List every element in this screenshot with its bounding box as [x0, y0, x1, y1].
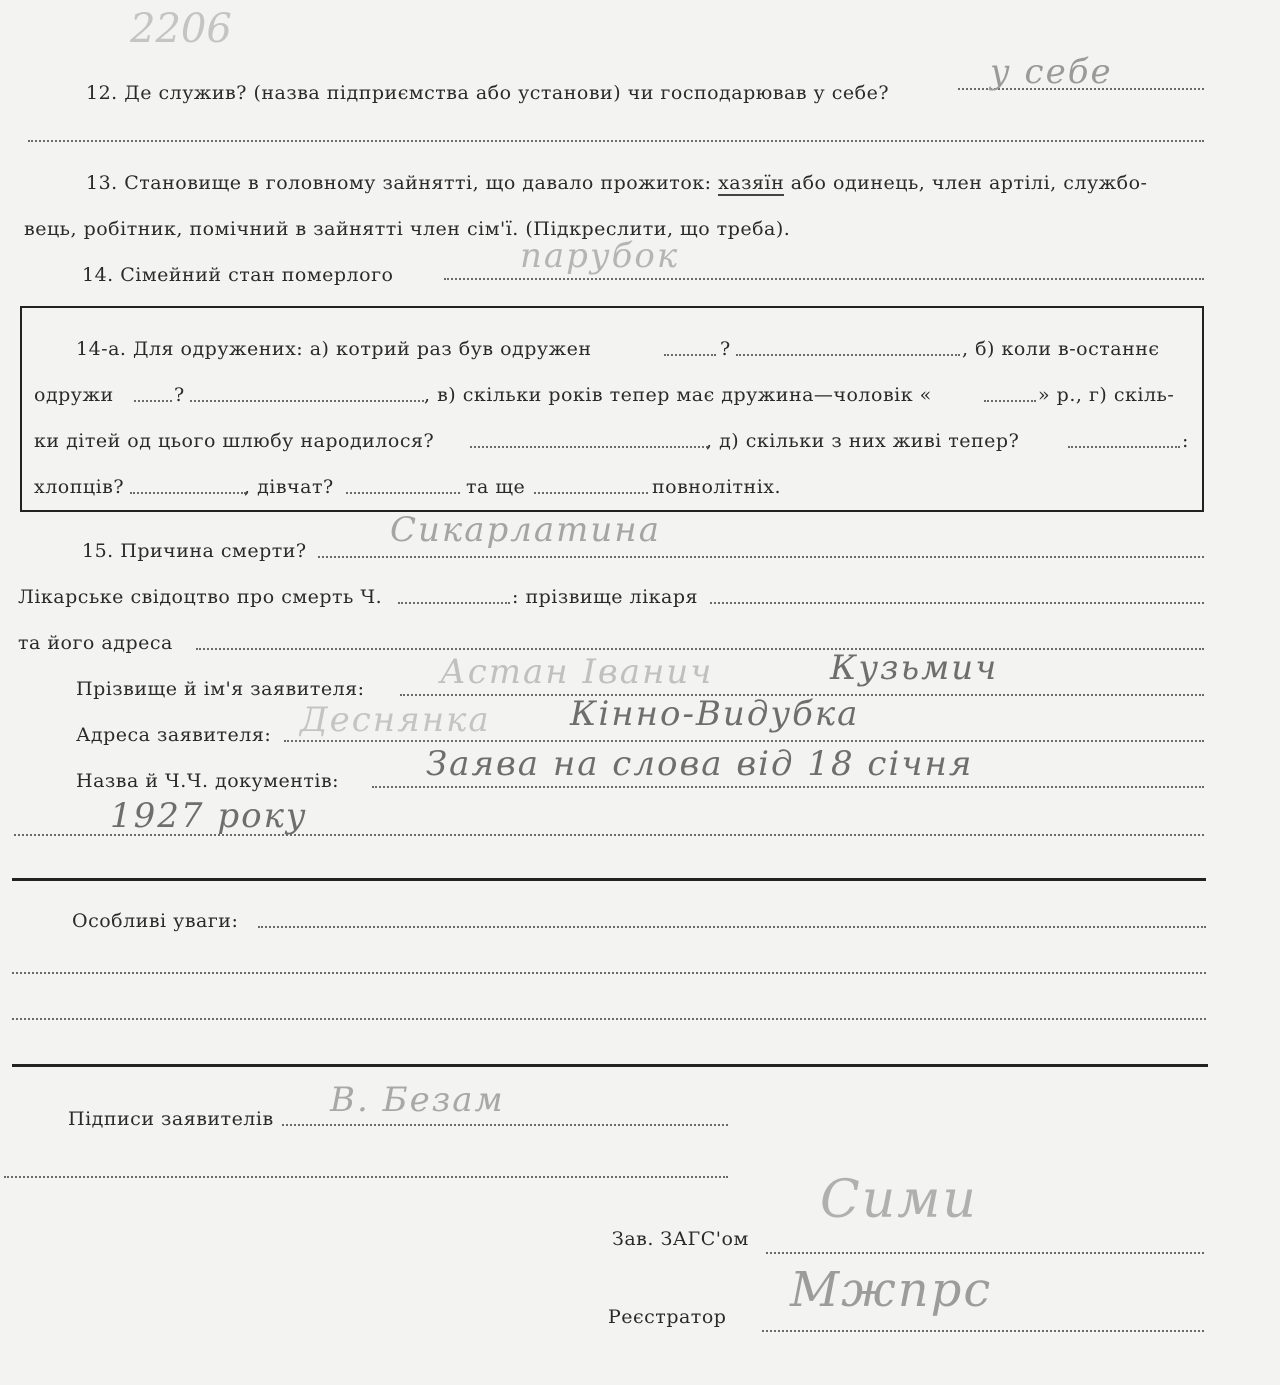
special-notes-line3 [12, 1018, 1206, 1020]
q13-line2: вець, робітник, помічний в зайнятті член сім'ї. (Підкреслити, що треба). [24, 218, 791, 240]
documents-answer-line1: Заява на слова від 18 січня [426, 744, 974, 784]
q14a-line2-dots1 [134, 400, 172, 402]
q14a-line1-c: , б) коли в-останнє [962, 338, 1160, 360]
q12-label: 12. Де служив? (назва підприємства або установи) чи господарював у себе? [86, 82, 890, 104]
q14a-line2-b: ? [174, 384, 185, 406]
certificate-number-line [398, 602, 510, 604]
certificate-label: Лікарське свідоцтво про смерть Ч. [18, 586, 383, 608]
applicant-name-answer-b: Кузьмич [830, 648, 999, 688]
q14a-line3-c: : [1182, 430, 1189, 452]
q14a-line2-a: одружи [34, 384, 114, 406]
q13-underlined-option: хазяїн [718, 172, 785, 194]
q14a-line3-b: , д) скільки з них живі тепер? [706, 430, 1020, 452]
q14a-line4-dots1 [130, 492, 246, 494]
q13-line1-post: або одинець, член артілі, службо- [790, 172, 1148, 194]
documents-line1 [372, 786, 1204, 788]
documents-label: Назва й Ч.Ч. документів: [76, 770, 340, 792]
signatures-line2 [4, 1176, 728, 1178]
q14a-line4-b: , дівчат? [244, 476, 334, 498]
q14a-line2-c: , в) скільки років тепер має дружина—чоловік « [424, 384, 932, 406]
special-notes-line2 [12, 972, 1206, 974]
pencil-note: 2206 [130, 6, 232, 52]
zags-head-label: Зав. ЗАГС'ом [612, 1228, 749, 1250]
q14a-line3-a: ки дітей од цього шлюбу народилося? [34, 430, 435, 452]
special-notes-label: Особливі уваги: [72, 910, 239, 932]
q15-answer-line [318, 556, 1204, 558]
applicant-address-label: Адреса заявителя: [76, 724, 272, 746]
q15-answer: Сикарлатина [390, 510, 661, 550]
q14a-line2-d: » р., г) скіль- [1038, 384, 1175, 406]
q14a-line2-dots2 [190, 400, 424, 402]
doctor-name-line [710, 602, 1204, 604]
registrar-label: Реєстратор [608, 1306, 727, 1328]
q14a-line4-a: хлопців? [34, 476, 125, 498]
q15-label: 15. Причина смерти? [82, 540, 307, 562]
registrar-signature: Мжпрс [790, 1262, 993, 1318]
special-notes-line1 [258, 926, 1206, 928]
q12-continuation-line [28, 140, 1204, 142]
zags-head-line [766, 1252, 1204, 1254]
q14a-line4-d: повнолітніх. [652, 476, 782, 498]
applicant-name-answer-a: Астан Іванич [440, 652, 714, 692]
section-divider-1 [12, 878, 1206, 881]
applicant-address-answer-b: Кінно-Видубка [570, 694, 860, 734]
q12-answer: у себе [990, 52, 1113, 92]
q14a-line1-a: 14-а. Для одружених: а) котрий раз був одружен [76, 338, 592, 360]
signatures-line1 [282, 1124, 728, 1126]
doctor-name-label: : прізвище лікаря [512, 586, 699, 608]
q14a-box [20, 306, 1204, 512]
applicant-address-line [284, 740, 1204, 742]
q13-line1-pre: 13. Становище в головному зайнятті, що давало прожиток: [86, 172, 712, 194]
q14a-line1-dots1 [664, 354, 716, 356]
q14a-line3-dots1 [470, 446, 708, 448]
q14a-line4-c: та ще [466, 476, 526, 498]
q14a-line1-dots2 [736, 354, 960, 356]
q14-answer: парубок [520, 236, 680, 276]
q13-line1 [86, 172, 1147, 194]
q14-answer-line [444, 278, 1204, 280]
section-divider-2 [12, 1064, 1208, 1067]
signatures-answer: В. Безам [330, 1080, 505, 1120]
applicant-name-label: Прізвище й ім'я заявителя: [76, 678, 365, 700]
q14-label: 14. Сімейний стан померлого [82, 264, 394, 286]
q14a-line2-dots3 [984, 400, 1036, 402]
applicant-address-answer-a: Деснянка [300, 700, 491, 740]
zags-head-signature: Сими [820, 1170, 978, 1230]
doctor-address-line [196, 648, 1204, 650]
registrar-line [762, 1330, 1204, 1332]
documents-answer-line2: 1927 року [110, 796, 308, 836]
doctor-address-label: та його адреса [18, 632, 173, 654]
q14a-line1-b: ? [720, 338, 731, 360]
q14a-line4-dots3 [534, 492, 648, 494]
q14a-line4-dots2 [346, 492, 460, 494]
q14a-line3-dots2 [1068, 446, 1180, 448]
signatures-label: Підписи заявителів [68, 1108, 274, 1130]
